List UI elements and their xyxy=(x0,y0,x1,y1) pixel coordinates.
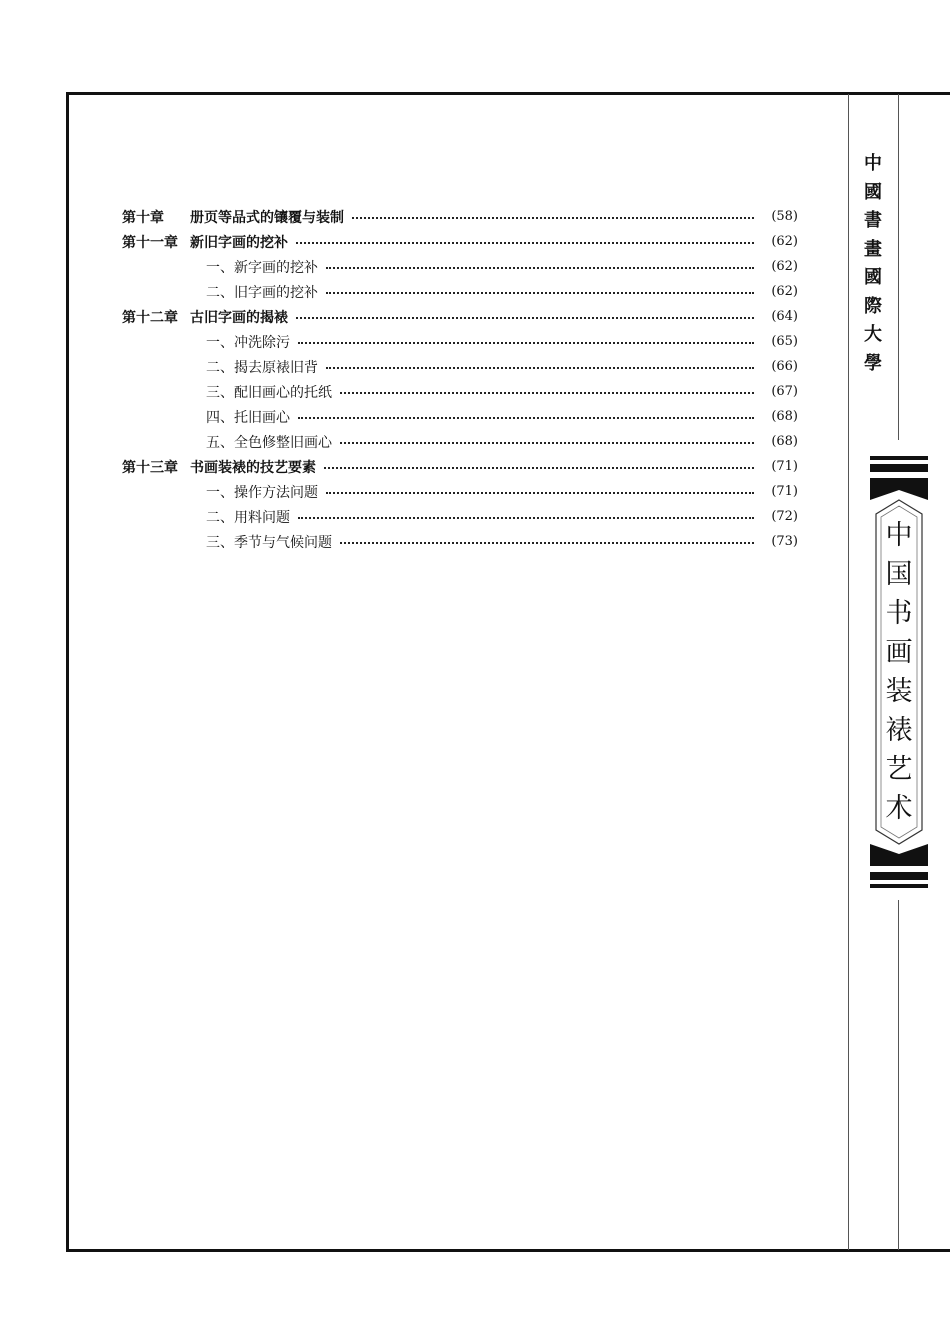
toc-entry-title: 四、托旧画心 xyxy=(206,409,290,426)
toc-entry-title: 三、配旧画心的托纸 xyxy=(206,384,332,401)
side-title-char: 國 xyxy=(864,181,882,203)
toc-page-number: (58) xyxy=(771,209,798,224)
book-title-char: 艺 xyxy=(885,754,913,785)
toc-section-entry xyxy=(122,329,798,354)
toc-dot-leader xyxy=(326,492,754,494)
toc-chapter-number: 第十一章 xyxy=(122,234,178,251)
side-title-char: 書 xyxy=(864,210,882,231)
book-title-char: 裱 xyxy=(885,715,913,746)
toc-dot-leader xyxy=(340,542,754,544)
book-title-char: 画 xyxy=(885,637,913,668)
toc-page-number: (62) xyxy=(771,259,798,274)
book-title-char: 装 xyxy=(885,676,913,707)
toc-chapter-entry xyxy=(122,204,798,229)
toc-entry-title: 二、用料问题 xyxy=(206,509,290,526)
margin-rule-outer-bottom xyxy=(898,900,899,1250)
toc-entry-title: 二、揭去原裱旧背 xyxy=(206,359,318,376)
toc-entry-title: 一、冲洗除污 xyxy=(206,334,290,351)
toc-dot-leader xyxy=(296,242,754,244)
toc-dot-leader xyxy=(324,467,754,469)
toc-page-number: (71) xyxy=(771,484,798,499)
margin-rule-outer-top xyxy=(898,94,899,440)
book-title-char: 国 xyxy=(885,559,913,590)
toc-section-entry xyxy=(122,279,798,304)
toc-entry-title: 新旧字画的挖补 xyxy=(190,234,288,251)
toc-section-entry xyxy=(122,479,798,504)
toc-entry-title: 二、旧字画的挖补 xyxy=(206,284,318,301)
book-title-vertical xyxy=(880,516,918,828)
toc-page-number: (68) xyxy=(771,409,798,424)
toc-dot-leader xyxy=(298,342,754,344)
toc-chapter-number: 第十二章 xyxy=(122,309,178,326)
toc-page-number: (66) xyxy=(771,359,798,374)
side-title-char: 中 xyxy=(864,153,882,174)
toc-section-entry xyxy=(122,429,798,454)
toc-entry-title: 册页等品式的镶覆与装制 xyxy=(190,209,344,226)
toc-entry-title: 古旧字画的揭裱 xyxy=(190,309,288,326)
toc-page-number: (68) xyxy=(771,434,798,449)
toc-entry-title: 书画装裱的技艺要素 xyxy=(190,459,316,476)
book-title-char: 术 xyxy=(885,793,913,824)
toc-page-number: (71) xyxy=(771,459,798,474)
margin-rule-inner xyxy=(848,94,849,1250)
book-title-char: 中 xyxy=(885,520,913,551)
table-of-contents xyxy=(122,204,798,554)
side-title-char: 學 xyxy=(864,352,882,374)
side-title-vertical xyxy=(858,150,888,378)
toc-page-number: (73) xyxy=(771,534,798,549)
toc-dot-leader xyxy=(326,267,754,269)
toc-chapter-entry xyxy=(122,229,798,254)
toc-section-entry xyxy=(122,254,798,279)
toc-dot-leader xyxy=(340,442,754,444)
toc-page-number: (62) xyxy=(771,284,798,299)
toc-dot-leader xyxy=(340,392,754,394)
toc-dot-leader xyxy=(296,317,754,319)
toc-entry-title: 一、操作方法问题 xyxy=(206,484,318,501)
toc-entry-title: 五、全色修整旧画心 xyxy=(206,434,332,451)
toc-entry-title: 一、新字画的挖补 xyxy=(206,259,318,276)
toc-chapter-entry xyxy=(122,454,798,479)
side-title-char: 畫 xyxy=(864,238,882,260)
toc-section-entry xyxy=(122,404,798,429)
toc-chapter-number: 第十章 xyxy=(122,209,164,226)
toc-dot-leader xyxy=(298,417,754,419)
toc-page-number: (72) xyxy=(771,509,798,524)
toc-section-entry xyxy=(122,379,798,404)
toc-page-number: (67) xyxy=(771,384,798,399)
book-title-char: 书 xyxy=(885,598,913,629)
toc-chapter-entry xyxy=(122,304,798,329)
toc-page-number: (62) xyxy=(771,234,798,249)
toc-chapter-number: 第十三章 xyxy=(122,459,178,476)
toc-section-entry xyxy=(122,529,798,554)
toc-page-number: (64) xyxy=(771,309,798,324)
toc-dot-leader xyxy=(352,217,754,219)
toc-section-entry xyxy=(122,504,798,529)
toc-page-number: (65) xyxy=(771,334,798,349)
toc-entry-title: 三、季节与气候问题 xyxy=(206,534,332,551)
side-title-char: 際 xyxy=(864,295,882,317)
side-title-char: 大 xyxy=(864,324,882,345)
toc-dot-leader xyxy=(326,292,754,294)
toc-section-entry xyxy=(122,354,798,379)
toc-dot-leader xyxy=(298,517,754,519)
side-title-char: 國 xyxy=(864,267,882,288)
toc-dot-leader xyxy=(326,367,754,369)
